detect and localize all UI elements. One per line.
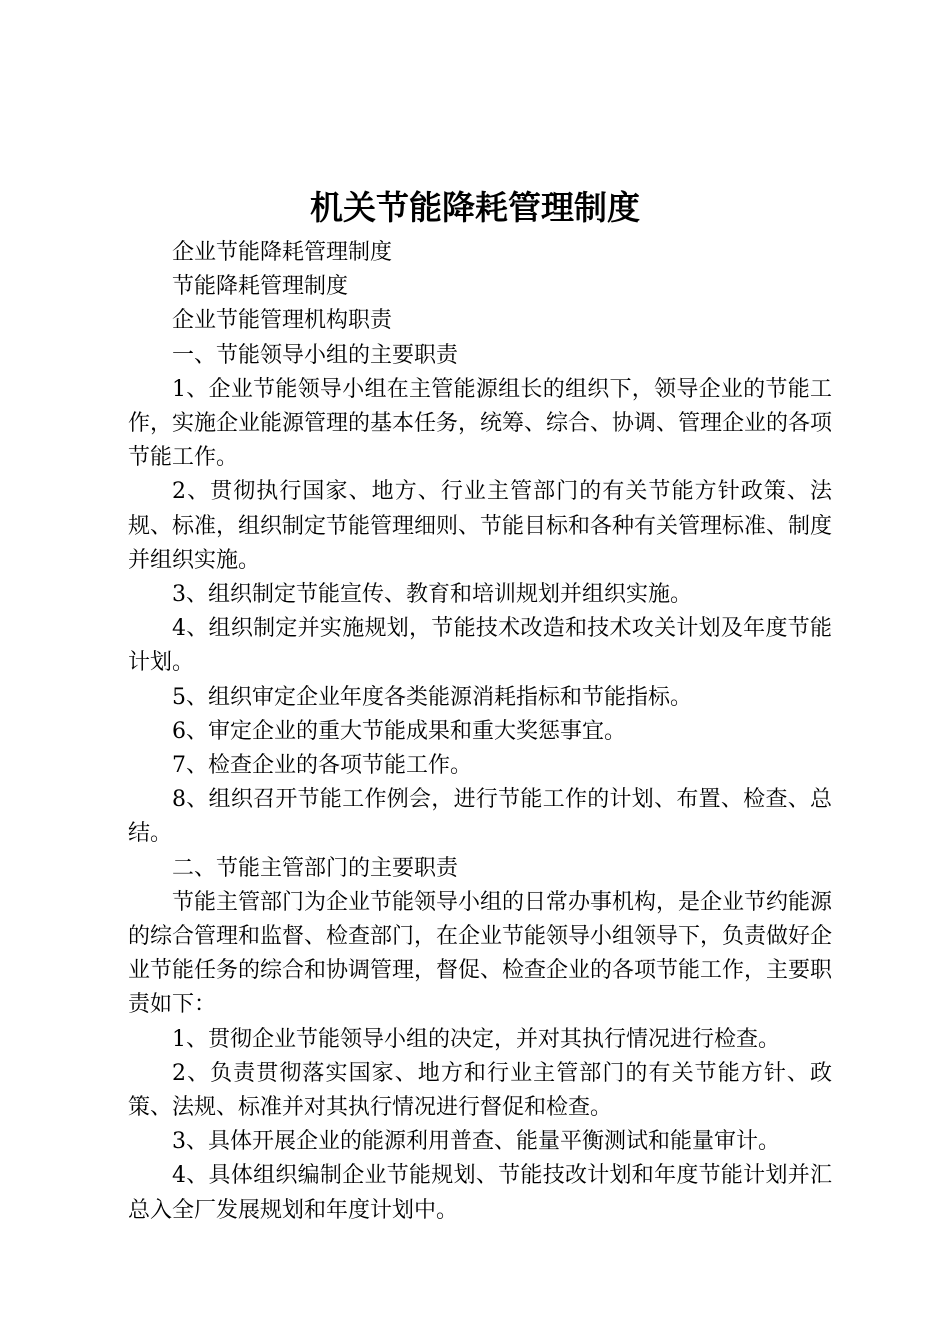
section-2-item-4: 4、具体组织编制企业节能规划、节能技改计划和年度节能计划并汇总入全厂发展规划和年度计划中。 (128, 1163, 832, 1223)
section-1-item-2: 2、贯彻执行国家、地方、行业主管部门的有关节能方针政策、法规、标准，组织制定节能管理细则、节能目标和各种有关管理标准、制度并组织实施。 (128, 479, 833, 573)
section-1-item-3: 3、组织制定节能宣传、教育和培训规划并组织实施。 (172, 582, 692, 608)
section-1-item-5: 5、组织审定企业年度各类能源消耗指标和节能指标。 (172, 684, 692, 710)
section-1-item-7: 7、检查企业的各项节能工作。 (172, 753, 472, 779)
document-body (128, 236, 832, 1228)
section-1-item-4: 4、组织制定并实施规划，节能技术改造和技术攻关计划及年度节能计划。 (128, 616, 832, 676)
paragraph-intro-2: 节能降耗管理制度 (172, 274, 349, 300)
paragraph-intro-3: 企业节能管理机构职责 (172, 308, 393, 334)
paragraph-intro-1: 企业节能降耗管理制度 (172, 240, 393, 265)
section-2-item-2: 2、负责贯彻落实国家、地方和行业主管部门的有关节能方针、政策、法规、标准并对其执行情况进行督促和检查。 (128, 1060, 832, 1121)
section-1-item-1: 1、企业节能领导小组在主管能源组长的组织下，领导企业的节能工作，实施企业能源管理的基本任务，统筹、综合、协调、管理企业的各项节能工作。 (128, 376, 833, 471)
section-2-item-1: 1、贯彻企业节能领导小组的决定，并对其执行情况进行检查。 (172, 1026, 780, 1052)
section-1-item-6: 6、审定企业的重大节能成果和重大奖惩事宜。 (172, 718, 626, 744)
section-2-item-3: 3、具体开展企业的能源利用普查、能量平衡测试和能量审计。 (172, 1129, 780, 1155)
section-2-intro: 节能主管部门为企业节能领导小组的日常办事机构，是企业节约能源的综合管理和监督、检查部门，在企业节能领导小组领导下，负责做好企业节能任务的综合和协调管理，督促、检查企业的各项节能工作，主要职责如下： (128, 889, 833, 1018)
section-heading-2: 二、节能主管部门的主要职责 (172, 855, 459, 881)
section-1-item-8: 8、组织召开节能工作例会，进行节能工作的计划、布置、检查、总结。 (128, 787, 832, 847)
section-heading-1: 一、节能领导小组的主要职责 (172, 342, 459, 368)
document-title: 机关节能降耗管理制度 (310, 188, 640, 227)
